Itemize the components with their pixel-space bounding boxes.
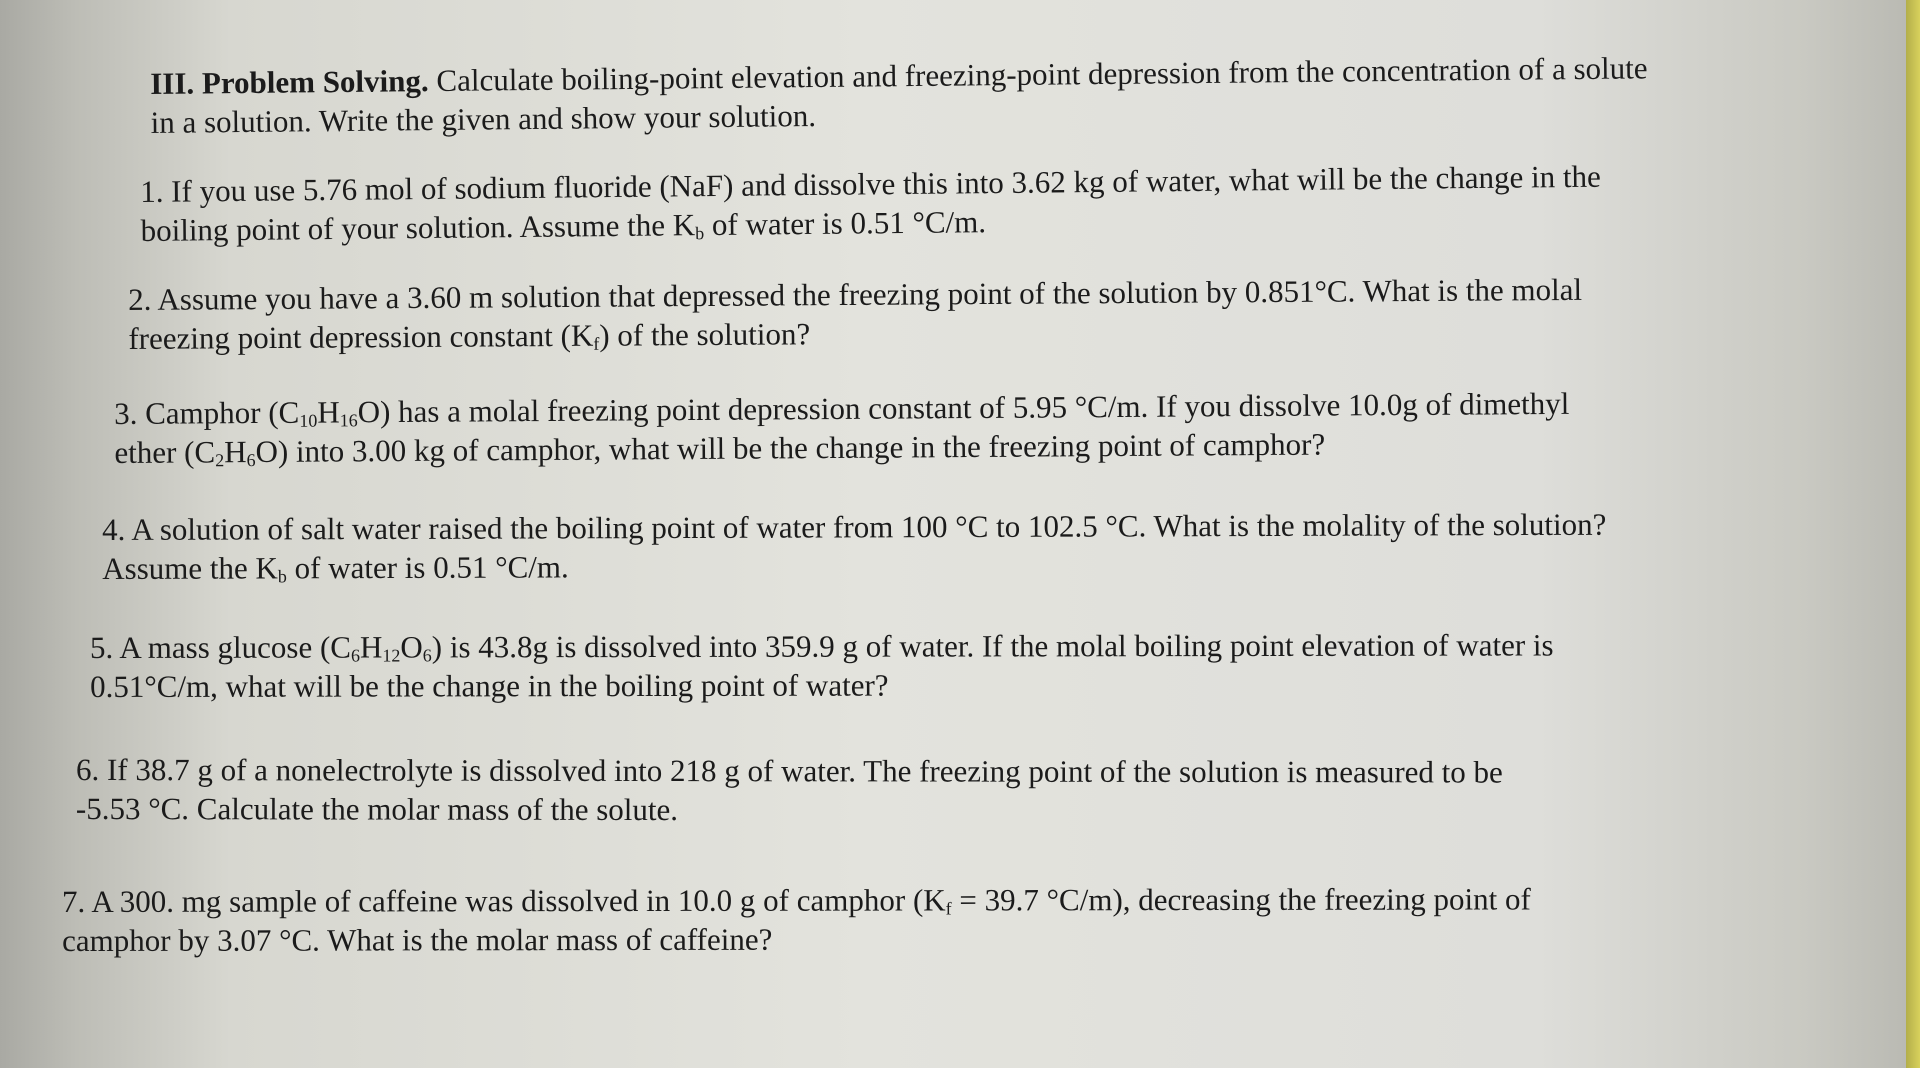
section-instructions [150, 48, 1648, 142]
instructions-line-2: in a solution. Write the given and show your solution. [150, 98, 817, 140]
question-1: 1. If you use 5.76 mol of sodium fluoride (NaF) and dissolve this into 3.62 kg of water, what will be the change in the boiling point of your solution. Assume the $K_b$ of water is 0.51 °C/m. [140, 158, 1601, 248]
section-heading: III. Problem Solving. [150, 63, 429, 101]
question-2: 2. Assume you have a 3.60 m solution that depressed the freezing point of the solution by 0.851°C. What is the molal freezing point depression constant $(K_f)$ of the solution? [128, 271, 1583, 356]
question-4: 4. A solution of salt water raised the boiling point of water from 100 °C to 102.5 °C. What is the molality of the solution? Assume the $K_b$ of water is 0.51 °C/m. [102, 506, 1607, 587]
question-7: 7. A 300. mg sample of caffeine was dissolved in 10.0 g of camphor ($K_f = 39.7$ °C/m), decreasing the freezing point of camphor by 3.07 °C. What is the molar mass of caffeine? [62, 881, 1531, 958]
instructions-line-1: III. Problem Solving. Calculate boiling-point elevation and freezing-point depression from the concentration of a solute [150, 50, 1648, 101]
question-6: 6. If 38.7 g of a nonelectrolyte is dissolved into 218 g of water. The freezing point of the solution is measured to be -5.53 °C. Calculate the molar mass of the solute. [75, 752, 1503, 828]
question-5: 5. A mass glucose $(C_6H_{12}O_6)$ is 43.8g is dissolved into 359.9 g of water. If the molal boiling point elevation of water is 0.51°C/m, what will be the change in the boiling point of water? [90, 627, 1554, 704]
question-3: 3. Camphor $(C_{10}H_{16}O)$ has a molal freezing point depression constant of 5.95 °C/m. If you dissolve 10.0g of dimethyl ether $(C_2H_6O)$ into 3.00 kg of camphor, what will be the change in the freezing point of camphor? [114, 385, 1570, 471]
yellow-surface-edge [1906, 0, 1920, 1068]
